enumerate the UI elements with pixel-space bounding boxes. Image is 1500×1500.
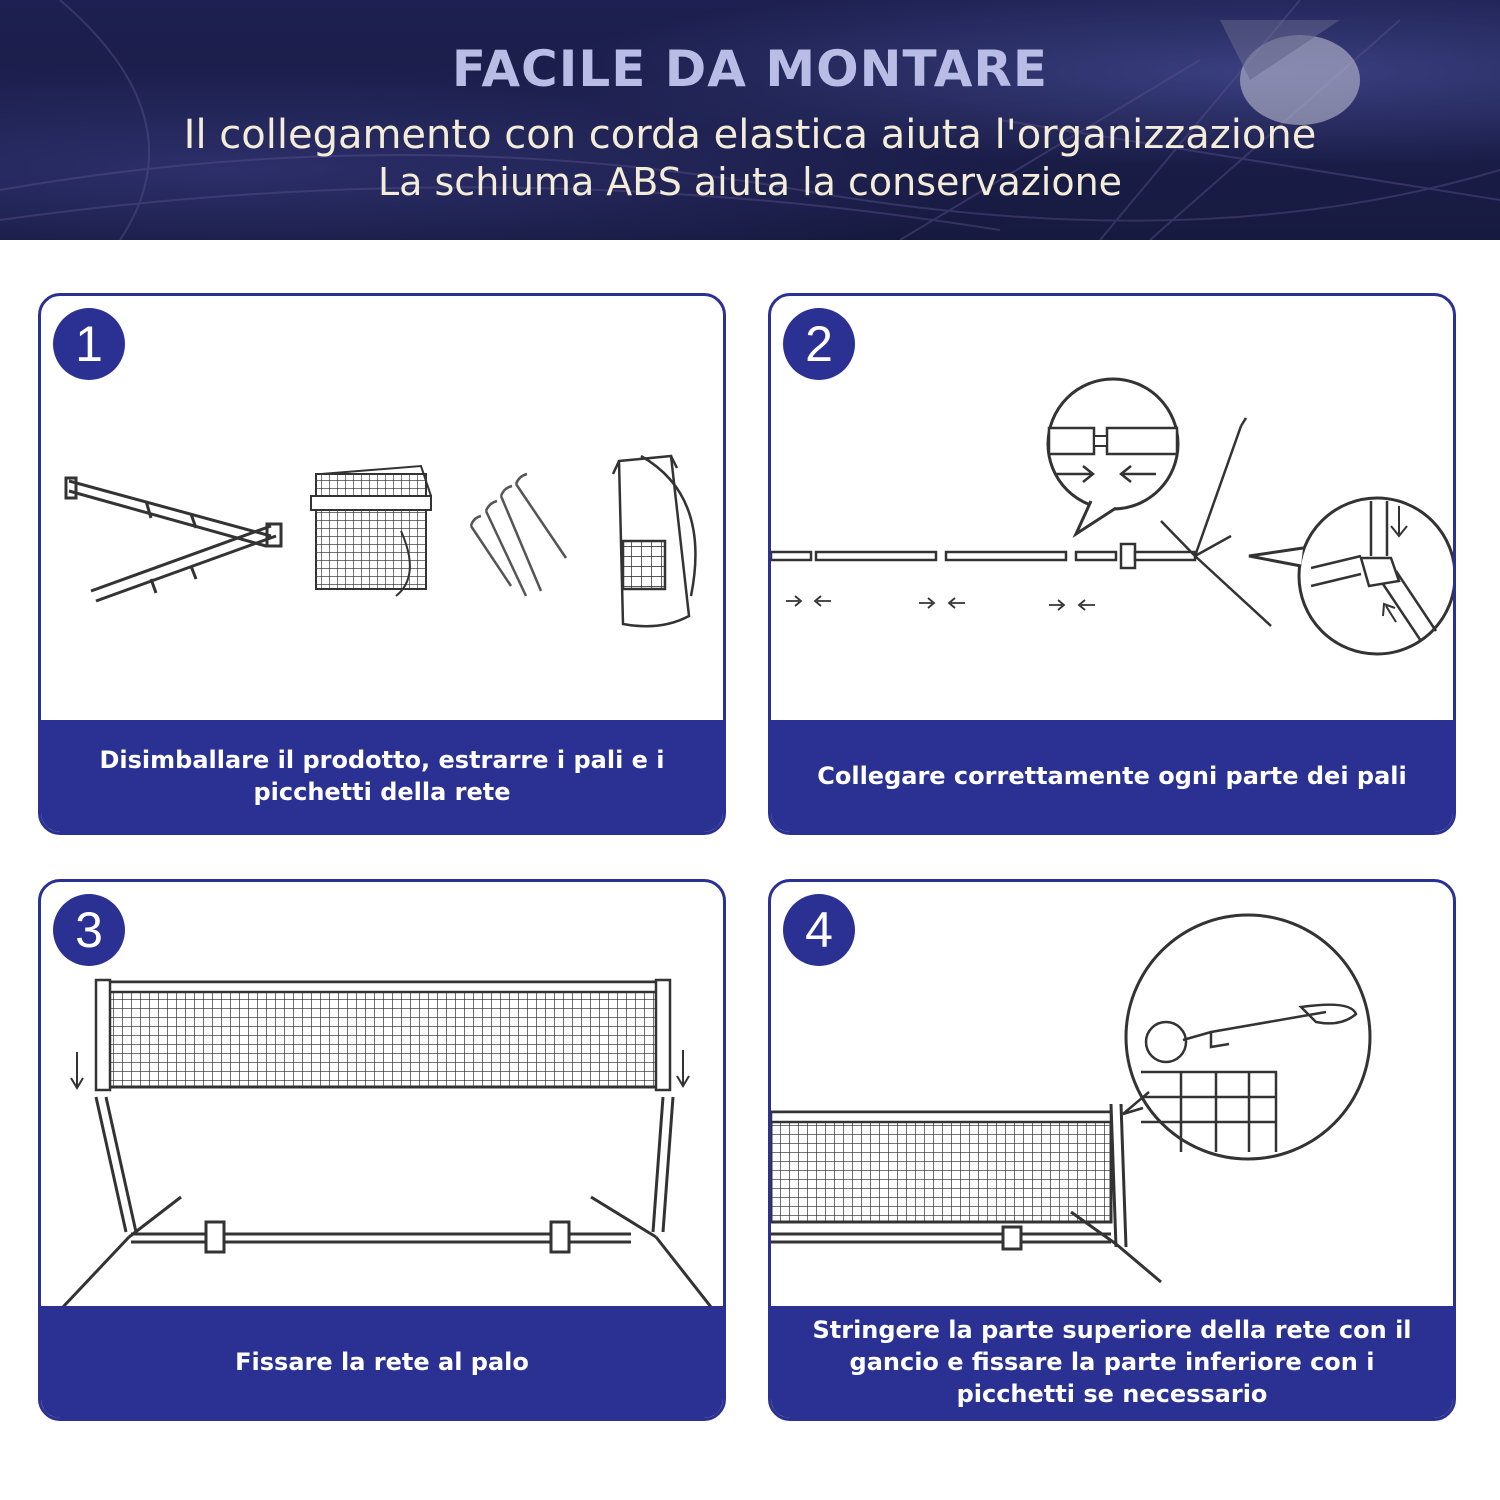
subtitle-line-1: Il collegamento con corda elastica aiuta l'organizzazione [183, 112, 1317, 158]
step-caption: Stringere la parte superiore della rete con il gancio e fissare la parte inferiore con i picchetti se necessario [771, 1306, 1453, 1418]
step-number-badge: 2 [783, 308, 855, 380]
step-card-3 [38, 879, 726, 1421]
header-banner [0, 0, 1500, 240]
step-card-4 [768, 879, 1456, 1421]
step-card-1 [38, 293, 726, 835]
step-card-2 [768, 293, 1456, 835]
net-on-poles-icon [41, 882, 723, 1306]
subtitle-line-2: La schiuma ABS aiuta la conservazione [377, 160, 1123, 204]
step-caption: Disimballare il prodotto, estrarre i pali e i picchetti della rete [41, 720, 723, 832]
step-number-badge: 3 [53, 894, 125, 966]
page-title: FACILE DA MONTARE [451, 40, 1049, 98]
step-caption: Fissare la rete al palo [41, 1306, 723, 1418]
net-hook-detail-icon [771, 882, 1453, 1306]
parts-unpacked-icon [41, 296, 723, 720]
pole-assembly-icon [771, 296, 1453, 720]
step-number-badge: 4 [783, 894, 855, 966]
step-number-badge: 1 [53, 308, 125, 380]
step-caption: Collegare correttamente ogni parte dei pali [771, 720, 1453, 832]
